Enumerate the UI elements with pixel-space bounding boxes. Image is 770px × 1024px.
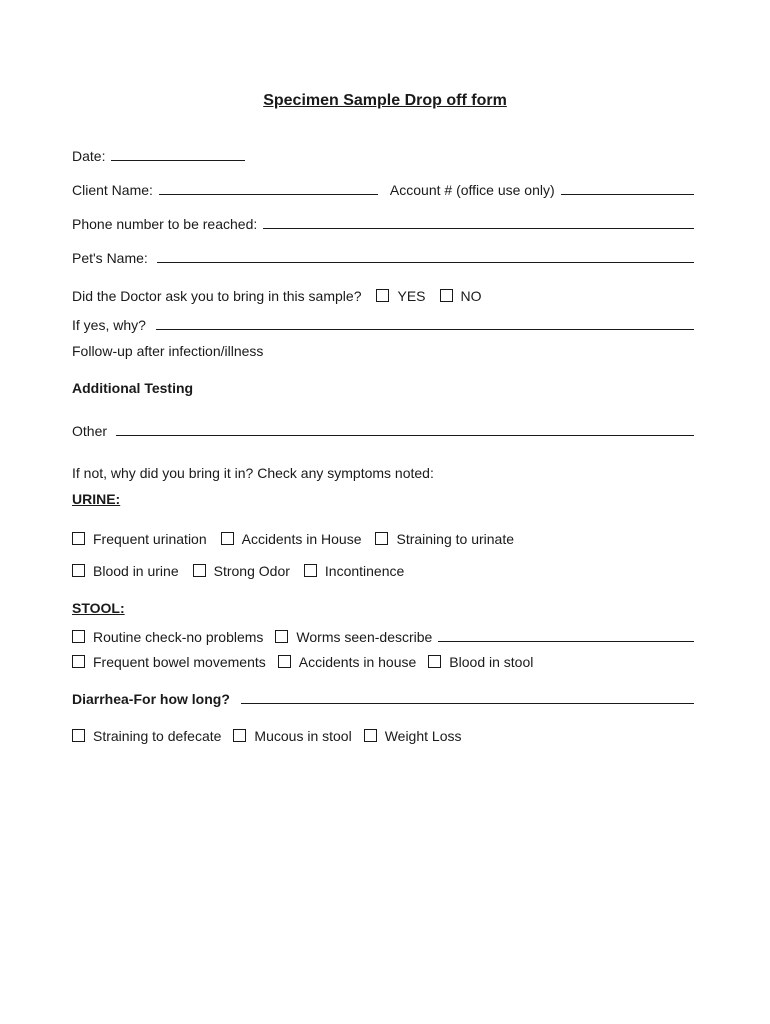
account-field[interactable]	[561, 193, 694, 195]
phone-field[interactable]	[263, 227, 694, 229]
stool-option[interactable]	[72, 629, 263, 645]
option-label: Straining to urinate	[396, 531, 515, 547]
yes-checkbox[interactable]	[376, 289, 389, 302]
diarrhea-label: Diarrhea-For how long?	[72, 691, 230, 707]
option-label: Accidents in House	[241, 531, 362, 547]
checkbox[interactable]	[233, 729, 246, 742]
checkbox[interactable]	[72, 655, 85, 668]
checkbox[interactable]	[364, 729, 377, 742]
stool-heading: STOOL:	[72, 600, 125, 616]
urine-option[interactable]	[72, 531, 207, 547]
followup-label: Follow-up after infection/illness	[72, 343, 264, 359]
checkbox[interactable]	[72, 532, 85, 545]
option-label: Weight Loss	[384, 728, 462, 744]
phone-label: Phone number to be reached:	[72, 216, 258, 232]
option-label: Blood in stool	[449, 654, 534, 670]
other-row	[72, 419, 694, 439]
account-label: Account # (office use only)	[389, 182, 555, 198]
yes-option[interactable]	[376, 288, 425, 304]
option-label: Worms seen-describe	[296, 629, 433, 645]
no-label: NO	[460, 288, 482, 304]
doctor-question-label: Did the Doctor ask you to bring in this sample?	[72, 288, 362, 304]
checkbox[interactable]	[72, 564, 85, 577]
urine-row-2	[72, 559, 694, 579]
if-yes-label: If yes, why?	[72, 317, 146, 333]
option-label: Mucous in stool	[254, 728, 352, 744]
urine-option[interactable]	[221, 531, 362, 547]
client-name-label: Client Name:	[72, 182, 153, 198]
client-row	[72, 178, 694, 198]
checkbox[interactable]	[375, 532, 388, 545]
option-label: Accidents in house	[298, 654, 417, 670]
diarrhea-field[interactable]	[241, 702, 694, 704]
option-label: Routine check-no problems	[93, 629, 264, 645]
checkbox[interactable]	[72, 630, 85, 643]
client-name-field[interactable]	[159, 193, 378, 195]
checkbox[interactable]	[428, 655, 441, 668]
urine-option[interactable]	[304, 563, 404, 579]
other-field[interactable]	[116, 434, 694, 436]
stool-row-2	[72, 650, 694, 670]
urine-heading-row	[72, 487, 694, 507]
if-yes-row	[72, 313, 694, 333]
stool-option[interactable]	[275, 629, 432, 645]
no-option[interactable]	[440, 288, 482, 304]
stool-heading-row	[72, 596, 694, 616]
option-label: Blood in urine	[93, 563, 179, 579]
checkbox[interactable]	[221, 532, 234, 545]
stool-option[interactable]	[278, 654, 417, 670]
pet-name-label: Pet's Name:	[72, 250, 148, 266]
stool-row-1	[72, 625, 694, 645]
phone-row	[72, 212, 694, 232]
checkbox[interactable]	[275, 630, 288, 643]
stool-option[interactable]	[364, 728, 462, 744]
if-not-label: If not, why did you bring it in? Check any symptoms noted:	[72, 465, 434, 481]
form-title: Specimen Sample Drop off form	[263, 92, 507, 109]
followup-row	[72, 339, 694, 359]
additional-testing-label: Additional Testing	[72, 380, 194, 396]
date-label: Date:	[72, 148, 106, 164]
other-label: Other	[72, 423, 108, 439]
if-yes-field[interactable]	[156, 328, 694, 330]
urine-option[interactable]	[72, 563, 179, 579]
checkbox[interactable]	[304, 564, 317, 577]
diarrhea-row	[72, 687, 694, 707]
yes-label: YES	[397, 288, 426, 304]
if-not-row	[72, 461, 694, 481]
no-checkbox[interactable]	[440, 289, 453, 302]
date-row	[72, 144, 694, 164]
option-label: Frequent urination	[93, 531, 207, 547]
stool-option[interactable]	[72, 654, 266, 670]
option-label: Strong Odor	[213, 563, 290, 579]
checkbox[interactable]	[193, 564, 206, 577]
worms-describe-field[interactable]	[438, 640, 694, 642]
urine-row-1	[72, 527, 694, 547]
doctor-question-row	[72, 284, 694, 304]
pet-name-field[interactable]	[157, 261, 694, 263]
stool-option[interactable]	[233, 728, 351, 744]
urine-option[interactable]	[193, 563, 290, 579]
pet-name-row	[72, 246, 694, 266]
date-field[interactable]	[111, 159, 245, 161]
checkbox[interactable]	[278, 655, 291, 668]
additional-testing-row	[72, 376, 694, 396]
option-label: Frequent bowel movements	[93, 654, 266, 670]
checkbox[interactable]	[72, 729, 85, 742]
option-label: Straining to defecate	[93, 728, 222, 744]
option-label: Incontinence	[324, 563, 405, 579]
stool-option[interactable]	[428, 654, 533, 670]
stool-option[interactable]	[72, 728, 221, 744]
urine-heading: URINE:	[72, 491, 121, 507]
final-options-row	[72, 724, 694, 744]
urine-option[interactable]	[375, 531, 514, 547]
